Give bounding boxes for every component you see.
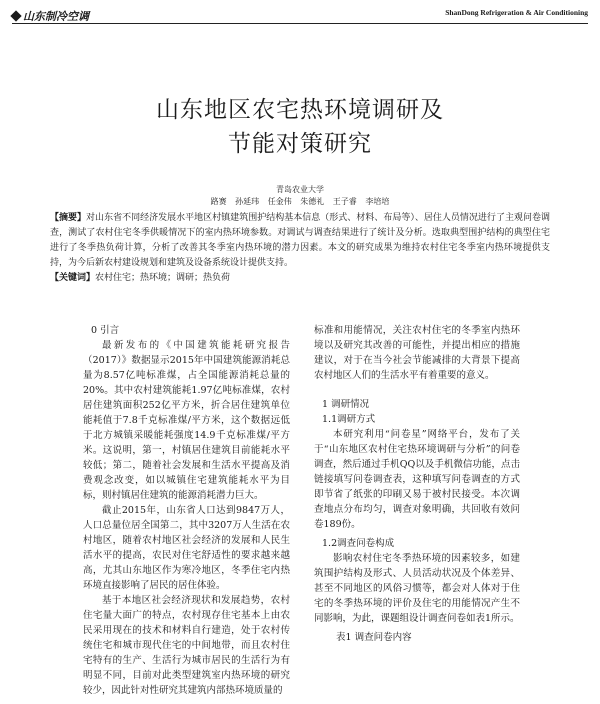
section-1-heading: 1 调研情况 xyxy=(322,399,370,410)
left-paragraph-2: 截止2015年，山东省人口达到9847万人，人口总量位居全国第二，其中3207万人生活在农村地区，随着农村地区社会经济的发展和人民生活水平的提高，农民对住宅舒适性的要求越来越高，尤其山东地区作为寒冷地区，冬季住宅内热环境直接影响了居民的居住体验。 xyxy=(83,505,290,591)
right-paragraph-1: 标准和用能情况，关注农村住宅的冬季室内热环境以及研究其改善的可能性，并提出相应的措施建议，对于在当今社会节能减排的大背景下提高农村地区人们的生活水平有着重要的意义。 xyxy=(314,325,520,381)
abstract-paragraph xyxy=(50,211,550,271)
right-paragraph-3: 影响农村住宅冬季热环境的因素较多，如建筑围护结构及形式、人员活动状况及个体差异、甚至不同地区的风俗习惯等，都会对人体对于住宅的冬季热环境的评价及住宅的用能情况产生不同影响，为此，课题组设计调查问卷如表1所示。 xyxy=(314,553,520,624)
article-title xyxy=(0,93,600,161)
right-paragraph-2: 本研究利用“问卷星”网络平台，发布了关于“山东地区农村住宅热环境调研与分析”的问卷调查，然后通过手机QQ以及手机微信功能，点击链接填写问卷调查表，这种填写问卷调查的方式即节省了纸张的印刷又易于被村民接受。本次调查地点分布均匀，调查对象明确，共回收有效问卷189份。 xyxy=(314,429,520,530)
left-column xyxy=(83,323,290,698)
left-paragraph-1: 最新发布的《中国建筑能耗研究报告（2017）》数据显示2015年中国建筑能源消耗总量为8.57亿吨标准煤，占全国能源消耗总量的20%。其中农村建筑能耗1.97亿吨标准煤，农村居住建筑面积252亿平方米，折合居住建筑单位能耗值于7.8千克标准煤/平方米，这个数据远低于北方城镇采暖能耗强度14.9千克标准煤/平方米。这说明，第一，村镇居住建筑目前能耗水平较低；第二，随着社会发展和生活水平提高及消费观念改变，如以城镇住宅建筑能耗水平为目标，则村镇居住建筑的能源消耗潜力巨大。 xyxy=(83,340,290,501)
subsection-1-2-heading: 1.2调查问卷构成 xyxy=(322,538,395,549)
journal-header xyxy=(12,6,588,22)
journal-name-en: ShanDong Refrigeration & Air Conditioning xyxy=(445,8,588,17)
author-list: 路赛 孙延玮 任金伟 朱德礼 王子睿 李培培 xyxy=(210,197,390,206)
abstract-text: 对山东省不同经济发展水平地区村镇建筑围护结构基本信息（形式、材料、布局等）、居住人员情况进行了主观问卷调查，测试了农村住宅冬季供暖情况下的室内热环境参数。对调试与调查结果进行了统计及分析。选取典型围护结构的典型住宅进行了冬季热负荷计算，分析了改善其冬季室内热环境的潜力因素。本文的研究成果为维持农村住宅冬季室内热环境提供支持，为今后新农村建设规划和建筑及设备系统设计提供支持。 xyxy=(50,213,550,268)
journal-name-cn-text: 山东制冷空调 xyxy=(23,10,89,23)
title-line-2: 节能对策研究 xyxy=(228,131,372,157)
section-0-heading: 0 引言 xyxy=(91,325,120,336)
affiliation: 青岛农业大学 xyxy=(276,185,324,194)
keywords-paragraph xyxy=(50,271,550,286)
subsection-1-1-heading: 1.1调研方式 xyxy=(322,414,376,425)
header-divider xyxy=(12,23,588,24)
journal-name-cn xyxy=(12,8,89,24)
left-paragraph-3: 基于本地区社会经济现状和发展趋势，农村住宅量大面广的特点，农村现存住宅基本上由农民采用现在的技术和材料自行建造，处于农村传统住宅和城市现代住宅的中间地带，而且农村住宅特有的生产、生活行为城市居民的生活行为有明显不同，目前对此类型建筑室内热环境的研究较少，因此针对性研究其建筑内部热环境质量的 xyxy=(83,595,290,696)
keywords-label: 【关键词】 xyxy=(50,273,96,283)
right-column xyxy=(314,323,520,645)
abstract-label: 【摘要】 xyxy=(50,213,87,223)
table-1-caption: 表1 调查问卷内容 xyxy=(336,632,412,643)
diamond-icon xyxy=(10,10,21,21)
keywords-text: 农村住宅；热环境；调研；热负荷 xyxy=(95,273,231,283)
title-line-1: 山东地区农宅热环境调研及 xyxy=(156,97,444,123)
abstract-block xyxy=(50,211,550,286)
